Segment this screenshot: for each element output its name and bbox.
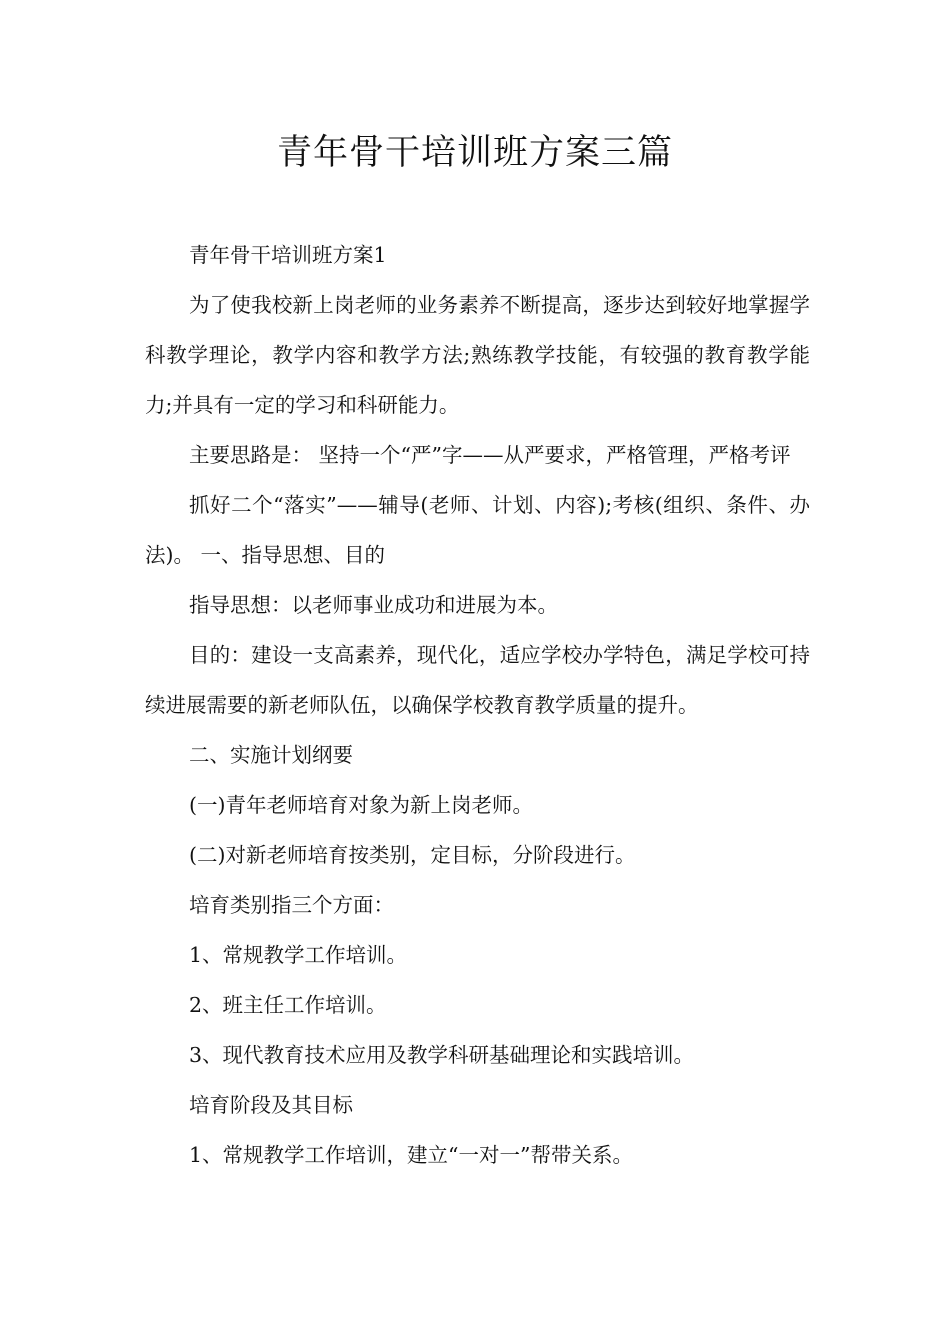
document-body <box>145 230 810 1180</box>
paragraph-guiding-thought: 指导思想：以老师事业成功和进展为本。 <box>189 593 558 617</box>
paragraph-heading-plan-1: 青年骨干培训班方案1 <box>189 243 387 267</box>
paragraph-training-categories: 培育类别指三个方面： <box>189 893 394 917</box>
document-title: 青年骨干培训班方案三篇 <box>276 133 673 173</box>
paragraph-item-1: (一)青年老师培育对象为新上岗老师。 <box>189 793 533 817</box>
paragraph-category-3: 3、现代教育技术应用及教学科研基础理论和实践培训。 <box>189 1043 695 1067</box>
paragraph-main-idea: 主要思路是： 坚持一个“严”字——从严要求，严格管理，严格考评 <box>189 443 791 467</box>
paragraph-intro: 为了使我校新上岗老师的业务素养不断提高，逐步达到较好地掌握学科教学理论，教学内容和教学方法;熟练教学技能，有较强的教育教学能力;并具有一定的学习和科研能力。 <box>145 293 810 417</box>
paragraph-two-implementations: 抓好二个“落实”——辅导(老师、计划、内容);考核(组织、条件、办法)。 一、指导思想、目的 <box>145 493 810 567</box>
paragraph-stages-heading: 培育阶段及其目标 <box>189 1093 353 1117</box>
paragraph-section-2-heading: 二、实施计划纲要 <box>189 743 353 767</box>
paragraph-category-2: 2、班主任工作培训。 <box>189 993 387 1017</box>
paragraph-stage-1: 1、常规教学工作培训，建立“一对一”帮带关系。 <box>189 1143 634 1167</box>
paragraph-category-1: 1、常规教学工作培训。 <box>189 943 408 967</box>
paragraph-purpose: 目的：建设一支高素养，现代化，适应学校办学特色，满足学校可持续进展需要的新老师队伍，以确保学校教育教学质量的提升。 <box>145 643 810 717</box>
paragraph-item-2: (二)对新老师培育按类别，定目标，分阶段进行。 <box>189 843 636 867</box>
